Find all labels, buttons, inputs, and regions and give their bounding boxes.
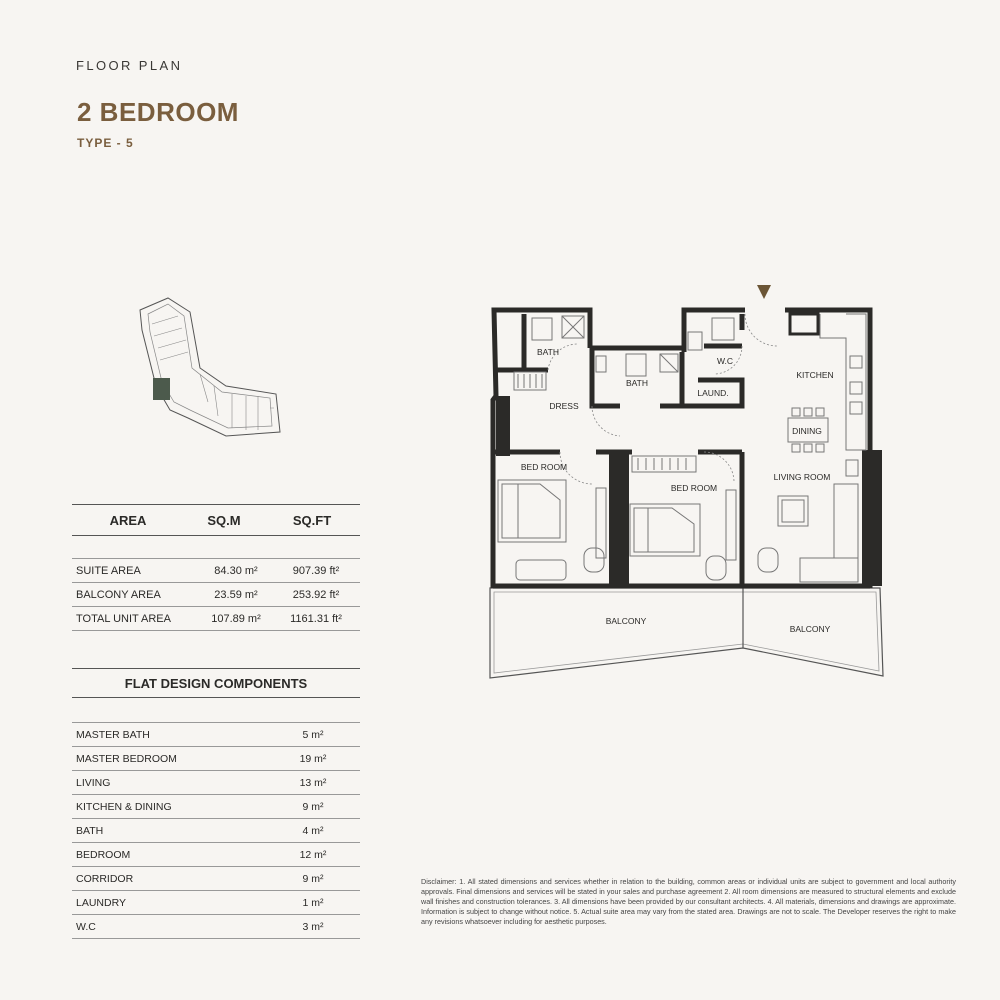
room-label-laundry: LAUND. bbox=[697, 388, 729, 398]
table-row bbox=[72, 747, 360, 771]
room-label-balcony: BALCONY bbox=[605, 616, 647, 626]
component-value: 3 m² bbox=[302, 920, 324, 933]
room-label-balcony: BALCONY bbox=[789, 624, 831, 634]
disclaimer: Disclaimer: 1. All stated dimensions and services whether in relation to the building, common areas or individual units are subject to government and local authority approvals. Final dimensions and services will be stated in your sales and purchase agreement 2. All room dimensions are measured to structural elements and exclude wall finishes and construction tolerances. 3. All dimensions have been provided by our consultant architects. 4. All materials, dimensions and drawings are approximate. Information is subject to change without notice. 5. Actual suite area may vary from the stated area. Drawings are not to scale. The Developer reserves the right to make any revisions whatsoever including for aesthetic purposes. bbox=[421, 877, 956, 926]
room-label-bedroom: BED ROOM bbox=[520, 462, 568, 472]
component-label: LAUNDRY bbox=[76, 896, 126, 909]
unit-type: TYPE - 5 bbox=[77, 136, 134, 150]
room-label-living: LIVING ROOM bbox=[773, 472, 831, 482]
component-label: KITCHEN & DINING bbox=[76, 800, 172, 813]
room-label-bedroom: BED ROOM bbox=[670, 483, 718, 493]
area-sqft: 1161.31 ft² bbox=[290, 612, 342, 625]
room-label-wc: W.C bbox=[716, 356, 734, 366]
room-label-bath: BATH bbox=[625, 378, 649, 388]
room-label-bath: BATH bbox=[536, 347, 560, 357]
area-sqm: 107.89 m² bbox=[211, 612, 261, 625]
component-label: W.C bbox=[76, 920, 96, 933]
table-row bbox=[72, 795, 360, 819]
kitchen-fridge bbox=[790, 314, 818, 334]
sqft-col-header: SQ.FT bbox=[292, 512, 332, 528]
component-label: MASTER BATH bbox=[76, 728, 150, 741]
area-table-header bbox=[72, 504, 360, 536]
component-label: MASTER BEDROOM bbox=[76, 752, 177, 765]
area-label: SUITE AREA bbox=[76, 564, 141, 577]
component-label: CORRIDOR bbox=[76, 872, 134, 885]
component-value: 9 m² bbox=[302, 800, 324, 813]
component-label: LIVING bbox=[76, 776, 111, 789]
room-label-dining: DINING bbox=[792, 426, 822, 436]
area-table bbox=[72, 504, 360, 631]
components-title: FLAT DESIGN COMPONENTS bbox=[72, 668, 360, 698]
table-row bbox=[72, 771, 360, 795]
area-label: TOTAL UNIT AREA bbox=[76, 612, 171, 625]
table-row bbox=[72, 559, 360, 583]
page-eyebrow: FLOOR PLAN bbox=[76, 58, 183, 73]
table-row bbox=[72, 723, 360, 747]
table-row bbox=[72, 867, 360, 891]
table-row bbox=[72, 843, 360, 867]
area-sqft: 253.92 ft² bbox=[292, 588, 340, 601]
highlighted-unit bbox=[153, 378, 170, 400]
component-value: 1 m² bbox=[302, 896, 324, 909]
component-value: 5 m² bbox=[302, 728, 324, 741]
component-label: BATH bbox=[76, 824, 104, 837]
table-row bbox=[72, 891, 360, 915]
page-title: 2 BEDROOM bbox=[77, 97, 239, 127]
table-row bbox=[72, 819, 360, 843]
area-col-header: AREA bbox=[109, 512, 147, 528]
table-spacer bbox=[72, 536, 360, 559]
key-plan bbox=[128, 290, 288, 450]
components-table bbox=[72, 668, 360, 939]
floor-plan bbox=[486, 282, 888, 682]
entrance-arrow-icon bbox=[757, 285, 771, 299]
table-row bbox=[72, 583, 360, 607]
table-row bbox=[72, 607, 360, 631]
area-sqm: 23.59 m² bbox=[214, 588, 258, 601]
table-row bbox=[72, 915, 360, 939]
room-label-kitchen: KITCHEN bbox=[796, 370, 834, 380]
component-label: BEDROOM bbox=[76, 848, 131, 861]
area-sqft: 907.39 ft² bbox=[292, 564, 340, 577]
component-value: 12 m² bbox=[299, 848, 327, 861]
component-value: 19 m² bbox=[299, 752, 327, 765]
area-sqm: 84.30 m² bbox=[214, 564, 258, 577]
area-label: BALCONY AREA bbox=[76, 588, 161, 601]
room-label-dress: DRESS bbox=[549, 401, 579, 411]
component-value: 9 m² bbox=[302, 872, 324, 885]
component-value: 13 m² bbox=[299, 776, 327, 789]
table-spacer bbox=[72, 698, 360, 723]
sqm-col-header: SQ.M bbox=[207, 512, 241, 528]
component-value: 4 m² bbox=[302, 824, 324, 837]
